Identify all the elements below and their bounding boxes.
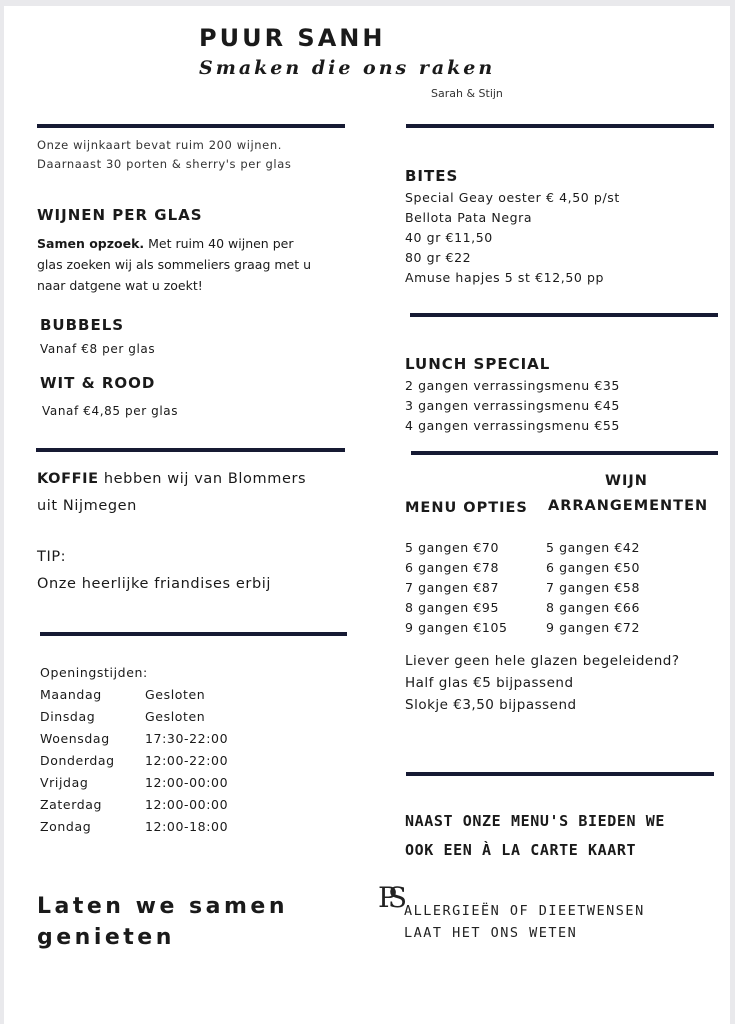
closing-line: Laten we samen (37, 894, 288, 919)
time: Gesloten (145, 709, 206, 724)
bold-text: KOFFIE (37, 471, 99, 487)
bubbels-price: Vanaf €8 per glas (40, 342, 156, 356)
bites-list (405, 188, 620, 288)
time: 12:00-22:00 (145, 753, 229, 768)
divider (410, 313, 718, 317)
time: Gesloten (145, 687, 206, 702)
list-item: 9 gangen €72 (546, 620, 641, 635)
list-item: 5 gangen €42 (546, 540, 641, 555)
time: 12:00-00:00 (145, 775, 229, 790)
list-item: Special Geay oester € 4,50 p/st (405, 190, 620, 205)
half-glass-text (405, 650, 680, 716)
list-item: Half glas €5 bijpassend (405, 675, 574, 691)
divider (406, 124, 714, 128)
list-item: 6 gangen €50 (546, 560, 641, 575)
list-item: 3 gangen verrassingsmenu €45 (405, 398, 620, 413)
wine-arrangements-heading-2: ARRANGEMENTEN (548, 498, 709, 514)
day: Maandag (40, 687, 102, 702)
text-line: NAAST ONZE MENU'S BIEDEN WE (405, 812, 666, 830)
wit-rood-price: Vanaf €4,85 per glas (42, 404, 179, 418)
wines-per-glass-text (37, 233, 345, 296)
closing-text (37, 891, 288, 953)
list-item: 80 gr €22 (405, 250, 472, 265)
wine-intro-line: Onze wijnkaart bevat ruim 200 wijnen. (37, 138, 283, 152)
divider (411, 451, 718, 455)
hours-row (40, 750, 228, 772)
day: Woensdag (40, 731, 110, 746)
menu-options-heading: MENU OPTIES (405, 500, 528, 516)
bubbels-heading: BUBBELS (40, 316, 125, 334)
list-item: Liever geen hele glazen begeleidend? (405, 653, 680, 669)
opening-hours (40, 662, 228, 838)
hours-row (40, 728, 228, 750)
hours-row (40, 706, 228, 728)
tip-text: Onze heerlijke friandises erbij (37, 576, 272, 592)
menu-options-list (405, 538, 508, 638)
text: uit Nijmegen (37, 498, 137, 514)
wine-arrangements-list (546, 538, 640, 638)
bold-text: Samen opzoek. (37, 236, 145, 251)
text-line: ALLERGIEËN OF DIEETWENSEN (404, 903, 645, 919)
wines-per-glass-heading: WIJNEN PER GLAS (37, 206, 203, 224)
text-line: OOK EEN À LA CARTE KAART (405, 841, 637, 859)
text: hebben wij van Blommers (98, 471, 307, 487)
hours-row (40, 816, 228, 838)
closing-line: genieten (37, 925, 175, 950)
list-item: 40 gr €11,50 (405, 230, 493, 245)
list-item: 4 gangen verrassingsmenu €55 (405, 418, 620, 433)
lunch-heading: LUNCH SPECIAL (405, 355, 551, 373)
wine-intro-line: Daarnaast 30 porten & sherry's per glas (37, 157, 292, 171)
hours-row (40, 794, 228, 816)
list-item: 5 gangen €70 (405, 540, 500, 555)
time: 12:00-18:00 (145, 819, 229, 834)
bites-heading: BITES (405, 167, 459, 185)
day: Dinsdag (40, 709, 96, 724)
tip-label: TIP: (37, 549, 67, 565)
list-item: Bellota Pata Negra (405, 210, 533, 225)
opening-hours-heading: Openingstijden: (40, 665, 148, 680)
list-item: 7 gangen €87 (405, 580, 500, 595)
restaurant-title: PUUR SANH (199, 24, 386, 52)
time: 17:30-22:00 (145, 731, 229, 746)
hours-row (40, 772, 228, 794)
day: Donderdag (40, 753, 115, 768)
allergies-text (404, 900, 645, 944)
day: Zaterdag (40, 797, 103, 812)
list-item: 9 gangen €105 (405, 620, 508, 635)
tip (37, 544, 271, 598)
owners: Sarah & Stijn (431, 87, 503, 100)
list-item: Slokje €3,50 bijpassend (405, 697, 577, 713)
wine-arrangements-heading-1: WIJN (605, 473, 648, 489)
list-item: 8 gangen €66 (546, 600, 641, 615)
text: naar datgene wat u zoekt! (37, 278, 203, 293)
list-item: 7 gangen €58 (546, 580, 641, 595)
day: Zondag (40, 819, 92, 834)
lunch-list (405, 376, 620, 436)
tagline: Smaken die ons raken (199, 57, 496, 79)
time: 12:00-00:00 (145, 797, 229, 812)
koffie-text (37, 466, 306, 520)
text: glas zoeken wij als sommeliers graag met u (37, 257, 312, 272)
list-item: 2 gangen verrassingsmenu €35 (405, 378, 620, 393)
list-item: 8 gangen €95 (405, 600, 500, 615)
text: Met ruim 40 wijnen per (144, 236, 294, 251)
wit-rood-heading: WIT & ROOD (40, 374, 156, 392)
day: Vrijdag (40, 775, 89, 790)
logo: PS (378, 881, 399, 914)
hours-row (40, 684, 228, 706)
wine-intro (37, 136, 291, 174)
text-line: LAAT HET ONS WETEN (404, 925, 578, 941)
divider (36, 448, 345, 452)
divider (40, 632, 347, 636)
list-item: 6 gangen €78 (405, 560, 500, 575)
list-item: Amuse hapjes 5 st €12,50 pp (405, 270, 605, 285)
divider (37, 124, 345, 128)
a-la-carte-text (405, 807, 665, 865)
divider (406, 772, 714, 776)
